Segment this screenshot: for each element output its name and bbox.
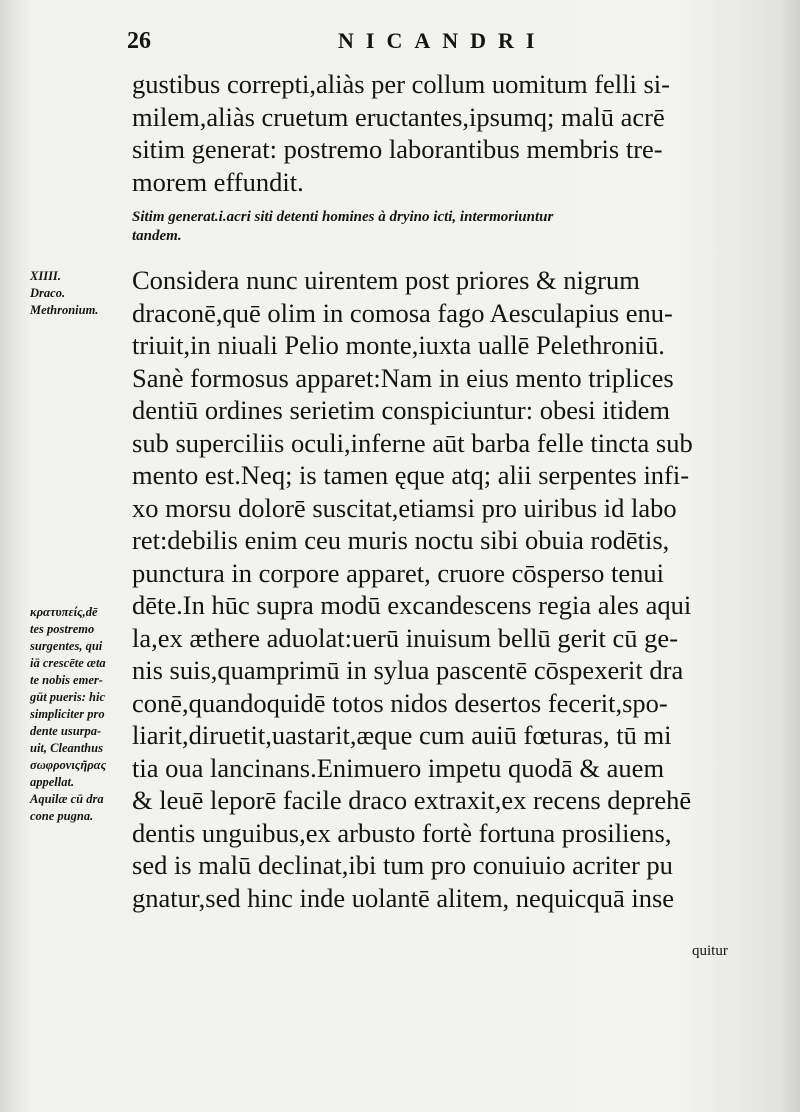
margin-note-line: iā crescēte æta: [30, 656, 106, 670]
gloss-line: Sitim generat.i.acri siti detenti homines à dryino icti, intermoriuntur: [132, 209, 554, 225]
text-line: & leuē leporē facile draco extraxit,ex recens deprehē: [132, 785, 692, 815]
text-line: milem,aliàs cruetum eructantes,ipsumq; malū acrē: [132, 101, 665, 132]
text-line: draconē,quē olim in comosa fago Aesculapius enu-: [132, 297, 673, 328]
text-line: sitim generat: postremo laborantibus membris tre-: [132, 134, 663, 164]
text-line: liarit,diruetit,uastarit,æque cum auiū fœturas, tū mi: [132, 720, 672, 750]
margin-note-section-number: [30, 268, 98, 319]
margin-note-line: dente usurpa-: [30, 724, 102, 738]
paragraph-2: [132, 264, 752, 914]
gloss-line: tandem.: [132, 228, 182, 244]
page-header: [0, 28, 800, 58]
text-line: gustibus correpti,aliàs per collum uomitum felli si-: [132, 69, 670, 99]
margin-note-line: cone pugna.: [30, 809, 94, 823]
main-text: [132, 68, 752, 914]
margin-note-line: Aquilæ cū dra: [30, 792, 104, 806]
text-line: gnatur,sed hinc inde uolantē alitem, nequicquā inse: [132, 882, 675, 913]
margin-note-line: Draco.: [30, 286, 66, 300]
margin-note-line: XIIII.: [30, 269, 61, 283]
text-line: morem effundit.: [132, 166, 304, 197]
gloss: [132, 208, 752, 246]
text-line: dentiū ordines serietim conspiciuntur: obesi itidem: [132, 395, 670, 425]
margin-note-line: te nobis emer-: [30, 673, 103, 687]
text-line: sed is malū declinat,ibi tum pro conuiuio acriter pu: [132, 850, 673, 880]
margin-note-line: simpliciter pro: [30, 707, 105, 721]
text-line: sub superciliis oculi,inferne aūt barba felle tincta sub: [132, 427, 693, 458]
text-line: punctura in corpore apparet, cruore cōsperso tenui: [132, 557, 664, 588]
margin-note-line: κρατυπείς,dē: [30, 605, 98, 619]
text-line: ret:debilis enim ceu muris noctu sibi obuia rodētis,: [132, 525, 670, 555]
text-line: Considera nunc uirentem post priores & nigrum: [132, 265, 640, 295]
text-line: xo morsu dolorē suscitat,etiamsi pro uiribus id labo: [132, 492, 677, 523]
margin-note-commentary: [30, 604, 106, 825]
running-head: NICANDRI: [338, 28, 547, 53]
margin-note-line: uit, Cleanthus: [30, 741, 103, 755]
text-line: nis suis,quamprimū in sylua pascentē cōspexerit dra: [132, 655, 684, 685]
paragraph-1: [132, 68, 752, 198]
margin-note-line: Methronium.: [30, 303, 99, 317]
catchword: quitur: [692, 943, 728, 959]
text-line: la,ex æthere aduolat:uerū inuisum bellū gerit cū ge-: [132, 622, 679, 653]
text-line: mento est.Neq; is tamen ęque atq; alii serpentes infi-: [132, 460, 690, 490]
text-line: triuit,in niuali Pelio monte,iuxta uallē Pelethroniū.: [132, 330, 665, 360]
text-line: dentis unguibus,ex arbusto fortè fortuna prosiliens,: [132, 817, 672, 848]
text-line: Sanè formosus apparet:Nam in eius mento triplices: [132, 362, 674, 393]
text-line: conē,quandoquidē totos nidos desertos fecerit,spo-: [132, 687, 668, 718]
margin-note-line: gūt pueris: hic: [30, 690, 106, 704]
page-number: 26: [127, 28, 151, 54]
text-line: tia oua lancinans.Enimuero impetu quodā & auem: [132, 752, 665, 783]
margin-note-line: tes postremo: [30, 622, 95, 636]
text-line: dēte.In hūc supra modū excandescens regia ales aqui: [132, 590, 692, 620]
margin-note-line: appellat.: [30, 775, 75, 789]
margin-note-line: σωφρονιςῆρας: [30, 758, 107, 772]
margin-note-line: surgentes, qui: [30, 639, 103, 653]
